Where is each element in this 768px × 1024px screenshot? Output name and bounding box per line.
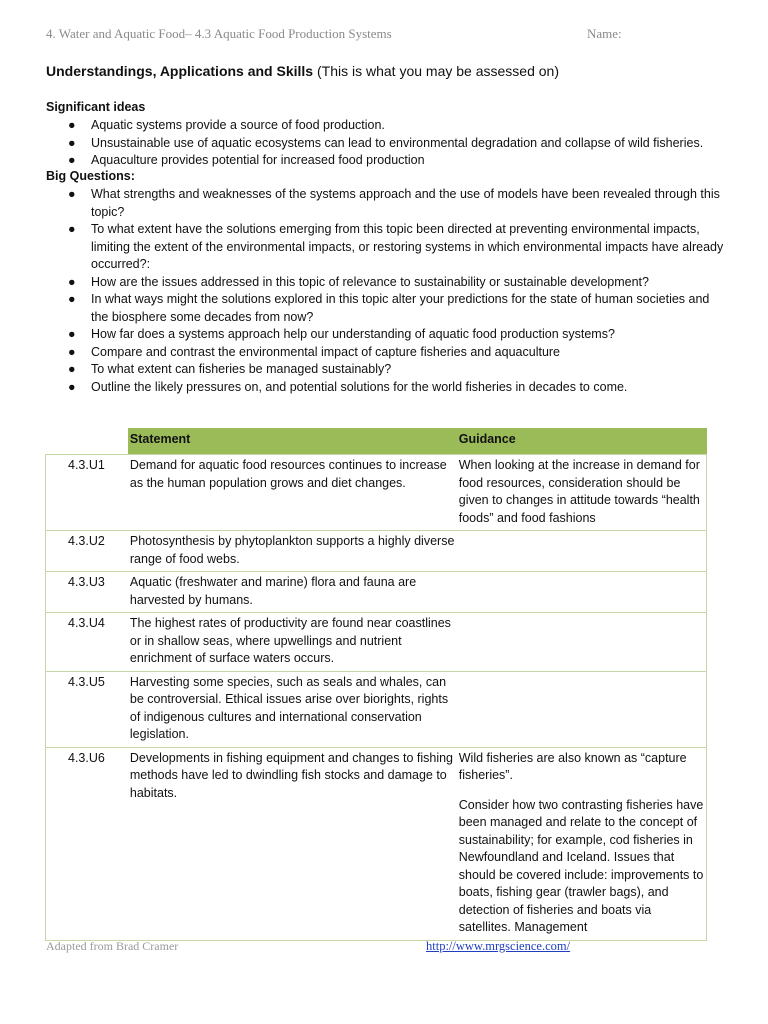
statement-header: Statement xyxy=(128,428,457,455)
row-code: 4.3.U3 xyxy=(46,572,128,613)
row-statement: Aquatic (freshwater and marine) flora and fauna are harvested by humans. xyxy=(128,572,457,613)
guidance-header: Guidance xyxy=(457,428,707,455)
row-statement: Demand for aquatic food resources continues to increase as the human population grows and diet changes. xyxy=(128,455,457,531)
significant-ideas-heading: Significant ideas xyxy=(46,100,146,114)
row-code: 4.3.U6 xyxy=(46,747,128,940)
list-item: ● Aquatic systems provide a source of food production. xyxy=(46,117,726,135)
name-label: Name: xyxy=(587,26,622,41)
assessment-heading-note: (This is what you may be assessed on) xyxy=(313,63,559,79)
row-code: 4.3.U2 xyxy=(46,531,128,572)
row-guidance xyxy=(457,572,707,613)
page-header xyxy=(46,26,726,46)
list-item: ● Unsustainable use of aquatic ecosystems can lead to environmental degradation and collapse of wild fisheries. xyxy=(46,135,726,153)
document-title: 4. Water and Aquatic Food– 4.3 Aquatic Food Production Systems xyxy=(46,26,392,41)
bullet-icon: ● xyxy=(68,327,76,341)
list-item: ● Compare and contrast the environmental impact of capture fisheries and aquaculture xyxy=(46,344,726,362)
table-row xyxy=(46,531,707,572)
understandings-table xyxy=(45,428,707,941)
bullet-icon: ● xyxy=(68,135,76,150)
list-item: ● Aquaculture provides potential for increased food production xyxy=(46,152,726,170)
row-statement: Photosynthesis by phytoplankton supports a highly diverse range of food webs. xyxy=(128,531,457,572)
list-item: ● To what extent have the solutions emerging from this topic been directed at preventing environmental impacts, limiting the extent of the environmental impacts, or restoring systems in which environmental impacts have already occurred?: xyxy=(68,222,724,271)
bullet-icon: ● xyxy=(68,344,76,359)
list-item: ● How are the issues addressed in this topic of relevance to sustainability or sustainable development? xyxy=(46,274,726,292)
bullet-icon: ● xyxy=(68,274,76,289)
bullet-icon: ● xyxy=(68,222,76,236)
table-row xyxy=(46,613,707,672)
table-row xyxy=(46,671,707,747)
row-statement: Harvesting some species, such as seals and whales, can be controversial. Ethical issues arise over biorights, rights of indigenous cultures and international conservation legislation. xyxy=(128,671,457,747)
assessment-heading xyxy=(46,63,559,79)
row-code: 4.3.U5 xyxy=(46,671,128,747)
table-row xyxy=(46,455,707,531)
bullet-icon: ● xyxy=(68,153,76,167)
bullet-icon: ● xyxy=(68,187,76,201)
header-blank-cell xyxy=(46,428,128,455)
row-guidance: When looking at the increase in demand for food resources, consideration should be given to changes in attitude towards “health foods” and food fashions xyxy=(457,455,707,531)
row-statement: Developments in fishing equipment and changes to fishing methods have led to dwindling fish stocks and damage to habitats. xyxy=(128,747,457,940)
row-code: 4.3.U1 xyxy=(46,455,128,531)
significant-ideas-list xyxy=(46,117,726,170)
table-row xyxy=(46,747,707,940)
bullet-icon: ● xyxy=(68,118,76,132)
row-guidance xyxy=(457,671,707,747)
row-guidance: Wild fisheries are also known as “capture fisheries”. Consider how two contrasting fisheries have been managed and relate to the concept of sustainability; for example, cod fisheries in Newfoundland and Iceland. Issues that should be covered include: improvements to boats, fishing gear (trawler bags), and detection of fisheries and boats via satellites. Management xyxy=(457,747,707,940)
assessment-heading-bold: Understandings, Applications and Skills xyxy=(46,63,314,79)
bullet-icon: ● xyxy=(68,292,76,306)
list-item: ● How far does a systems approach help our understanding of aquatic food production systems? xyxy=(46,326,726,344)
list-item: ● To what extent can fisheries be managed sustainably? xyxy=(46,361,726,379)
row-guidance xyxy=(457,613,707,672)
table-header-row xyxy=(46,428,707,455)
list-item: ● What strengths and weaknesses of the systems approach and the use of models have been revealed through this topic? xyxy=(68,187,720,219)
bullet-icon: ● xyxy=(68,379,76,394)
bullet-icon: ● xyxy=(68,362,76,376)
row-guidance xyxy=(457,531,707,572)
list-item: ● Outline the likely pressures on, and potential solutions for the world fisheries in decades to come. xyxy=(46,379,726,397)
row-statement: The highest rates of productivity are found near coastlines or in shallow seas, where upwellings and nutrient enrichment of surface waters occurs. xyxy=(128,613,457,672)
big-questions-list xyxy=(46,186,726,396)
footer-website-link[interactable]: http://www.mrgscience.com/ xyxy=(426,939,571,953)
list-item: ● In what ways might the solutions explored in this topic alter your predictions for the state of human societies and the biosphere some decades from now? xyxy=(68,292,710,324)
big-questions-heading: Big Questions: xyxy=(46,169,135,183)
footer-credit: Adapted from Brad Cramer xyxy=(46,939,179,953)
table-row xyxy=(46,572,707,613)
row-code: 4.3.U4 xyxy=(46,613,128,672)
